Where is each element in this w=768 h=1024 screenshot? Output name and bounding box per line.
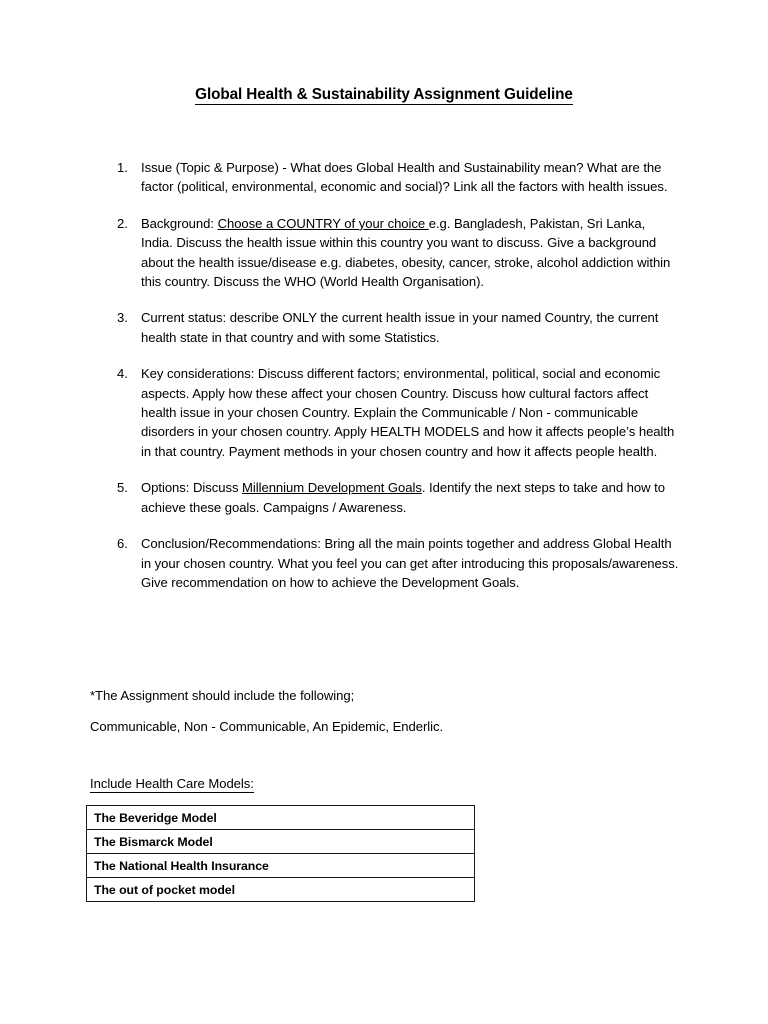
list-item-number: 2. bbox=[117, 215, 128, 231]
health-care-models-heading bbox=[90, 774, 254, 793]
list-item-text-segment: Options: Discuss bbox=[141, 480, 243, 496]
table-row bbox=[87, 830, 475, 854]
table-cell-model-name: The out of pocket model bbox=[87, 878, 475, 902]
list-item-text bbox=[141, 364, 679, 461]
list-item-number: 1. bbox=[117, 160, 128, 175]
page-title bbox=[0, 86, 768, 104]
list-item-text-segment: Current status: describe ONLY the current health issue in your named Country, the current health state in that country and with some Statistics. bbox=[141, 310, 659, 345]
list-item-text-segment: Key considerations: Discuss different factors; environmental, political, social and economic aspects. Apply how these affect your chosen Country. Discuss how cultural factors affect health issue in your chosen Country. Explain the Communicable / Non - communicable disorders in your chosen country. Apply HEALTH MODELS and how it affects people’s health in that country. Payment methods in your chosen country and how it affects people health. bbox=[141, 366, 675, 459]
list-item bbox=[117, 308, 679, 347]
list-item bbox=[117, 364, 679, 461]
page-title-text: Global Health & Sustainability Assignment Guideline bbox=[195, 86, 573, 103]
list-item-text-underlined: Millennium Development Goals bbox=[242, 480, 422, 496]
list-item-text-segment: Issue (Topic & Purpose) - What does Global Health and Sustainability mean? What are the factor (political, environmental, economic and social)? Link all the factors with health issues. bbox=[141, 160, 668, 195]
list-item bbox=[117, 534, 679, 592]
list-item-text bbox=[141, 478, 679, 517]
list-item-text bbox=[141, 214, 679, 292]
table-cell-model-name: The Bismarck Model bbox=[87, 830, 475, 854]
list-item-number: 3. bbox=[117, 310, 128, 326]
table-row bbox=[87, 878, 475, 902]
table-cell-model-name: The National Health Insurance bbox=[87, 854, 475, 878]
list-item bbox=[117, 158, 679, 197]
table-cell-model-name: The Beveridge Model bbox=[87, 806, 475, 830]
health-care-models-table bbox=[86, 805, 475, 902]
list-item-number: 5. bbox=[117, 480, 128, 496]
list-item-text-segment: . Identify the next steps to take and how to achieve these goals. Campaigns / Awareness. bbox=[141, 480, 665, 515]
table-row bbox=[87, 806, 475, 830]
list-item-text bbox=[141, 308, 679, 347]
list-item bbox=[117, 214, 679, 292]
list-item-text-segment: Conclusion/Recommendations: Bring all the main points together and address Global Health in your chosen country. What you feel you can get after introducing this proposals/awareness. Give recommendation on how to achieve the Development Goals. bbox=[141, 536, 679, 590]
list-item-text-underlined: Choose a COUNTRY of your choice bbox=[217, 215, 429, 231]
health-care-models-table-body bbox=[87, 806, 475, 902]
list-item bbox=[117, 478, 679, 517]
list-item-text-segment: Background: bbox=[141, 215, 218, 231]
assignment-note-line-2: Communicable, Non - Communicable, An Epidemic, Enderlic. bbox=[90, 719, 444, 734]
table-row bbox=[87, 854, 475, 878]
list-item-text bbox=[141, 534, 679, 592]
guideline-list bbox=[117, 158, 679, 592]
list-item-text bbox=[141, 158, 679, 197]
list-item-text-segment: e.g. Bangladesh, Pakistan, Sri Lanka, India. Discuss the health issue within this country you want to discuss. Give a background about the health issue/disease e.g. diabetes, obesity, cancer, stroke, alcohol addiction within this country. Discuss the WHO (World Health Organisation). bbox=[141, 215, 671, 290]
list-item-number: 6. bbox=[117, 536, 128, 552]
list-item-number: 4. bbox=[117, 366, 128, 382]
health-care-models-heading-text: Include Health Care Models: bbox=[90, 776, 254, 791]
assignment-note-line-1: *The Assignment should include the following; bbox=[90, 688, 355, 703]
